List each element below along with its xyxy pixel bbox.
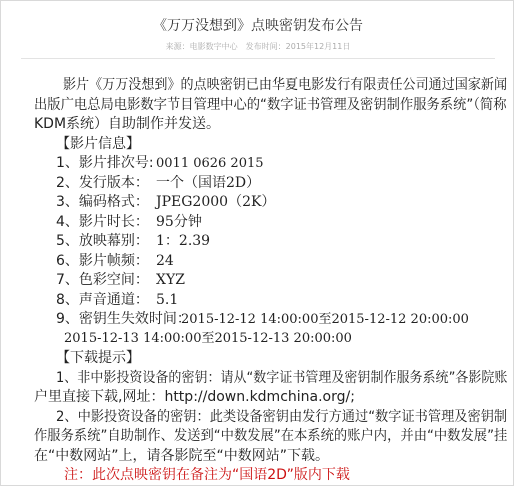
tip2-line-3: 在“中数网站”上，请各影院至“中数网站”下载。	[34, 447, 330, 464]
film-info-value: JPEG2000（2K）	[156, 194, 276, 210]
notice-title: 《万万没想到》点映密钥发布公告	[153, 18, 363, 34]
film-info-heading: 【影片信息】	[56, 135, 140, 152]
film-info-item	[56, 310, 469, 329]
film-info-item	[56, 174, 260, 192]
film-info-item	[56, 154, 264, 173]
film-info-value: 1：2.39	[156, 233, 211, 249]
film-info-label: 9、密钥生失效时间：	[56, 311, 191, 327]
film-info-label: 5、放映幕别：	[56, 233, 149, 249]
film-info-item	[56, 193, 275, 211]
film-info-item	[56, 291, 178, 309]
film-info-label: 7、色彩空间：	[56, 272, 149, 288]
tip1-line-1: 1、非中影投资设备的密钥：请从“数字证书管理及密钥制作服务系统”各影院账	[56, 369, 508, 386]
intro-line-1: 影片《万万没想到》的点映密钥已由华夏电影发行有限责任公司通过国家新闻	[63, 77, 508, 93]
download-note: 注：此次点映密钥在备注为“国语2D”版内下载	[64, 467, 350, 483]
film-info-item	[56, 213, 202, 231]
film-info-value: 95分钟	[156, 213, 202, 230]
film-info-value: 5.1	[156, 291, 179, 308]
film-info-value: 24	[156, 252, 174, 269]
notice-meta	[1, 42, 514, 52]
film-info-label: 6、影片帧频：	[56, 252, 149, 269]
tip2-line-1: 2、中影投资设备的密钥：此类设备密钥由发行方通过“数字证书管理及密钥制	[56, 408, 508, 425]
film-info-label: 1、影片排次号:	[56, 155, 154, 171]
film-info-value: 0011 0626 2015	[156, 156, 264, 171]
film-info-label: 4、影片时长：	[56, 213, 149, 230]
meta-source: 来源：电影数字中心	[165, 42, 238, 51]
tip1-line-2: 户里直接下载,网址：http://down.kdmchina.org/;	[34, 389, 355, 405]
meta-date: 发布时间：2015年12月11日	[245, 42, 351, 51]
download-heading: 【下载提示】	[56, 350, 140, 366]
tip2-line-2: 作服务系统”自助制作、发送到“中数发展”在本系统的账户内，并由“中数发展”挂	[34, 428, 508, 444]
film-info-item	[56, 271, 185, 289]
title-divider	[21, 58, 495, 59]
intro-line-3: KDM系统）自助制作并发送。	[34, 116, 221, 132]
film-info-value: XYZ	[156, 272, 185, 288]
film-info-item	[56, 252, 174, 270]
film-info-value: 2015-12-12 14:00:00至2015-12-12 20:00:00	[181, 312, 469, 327]
film-info-label: 2、发行版本：	[56, 174, 149, 191]
film-info-value: 一个（国语2D）	[156, 174, 261, 191]
validity-continued: 2015-12-13 14:00:00至2015-12-13 20:00:00	[64, 330, 352, 346]
film-info-label: 3、编码格式：	[56, 194, 149, 210]
film-info-label: 8、声音通道：	[56, 291, 149, 308]
film-info-item	[56, 232, 210, 250]
intro-line-2: 出版广电总局电影数字节目管理中心的“数字证书管理及密钥制作服务系统”（简称	[34, 96, 507, 113]
